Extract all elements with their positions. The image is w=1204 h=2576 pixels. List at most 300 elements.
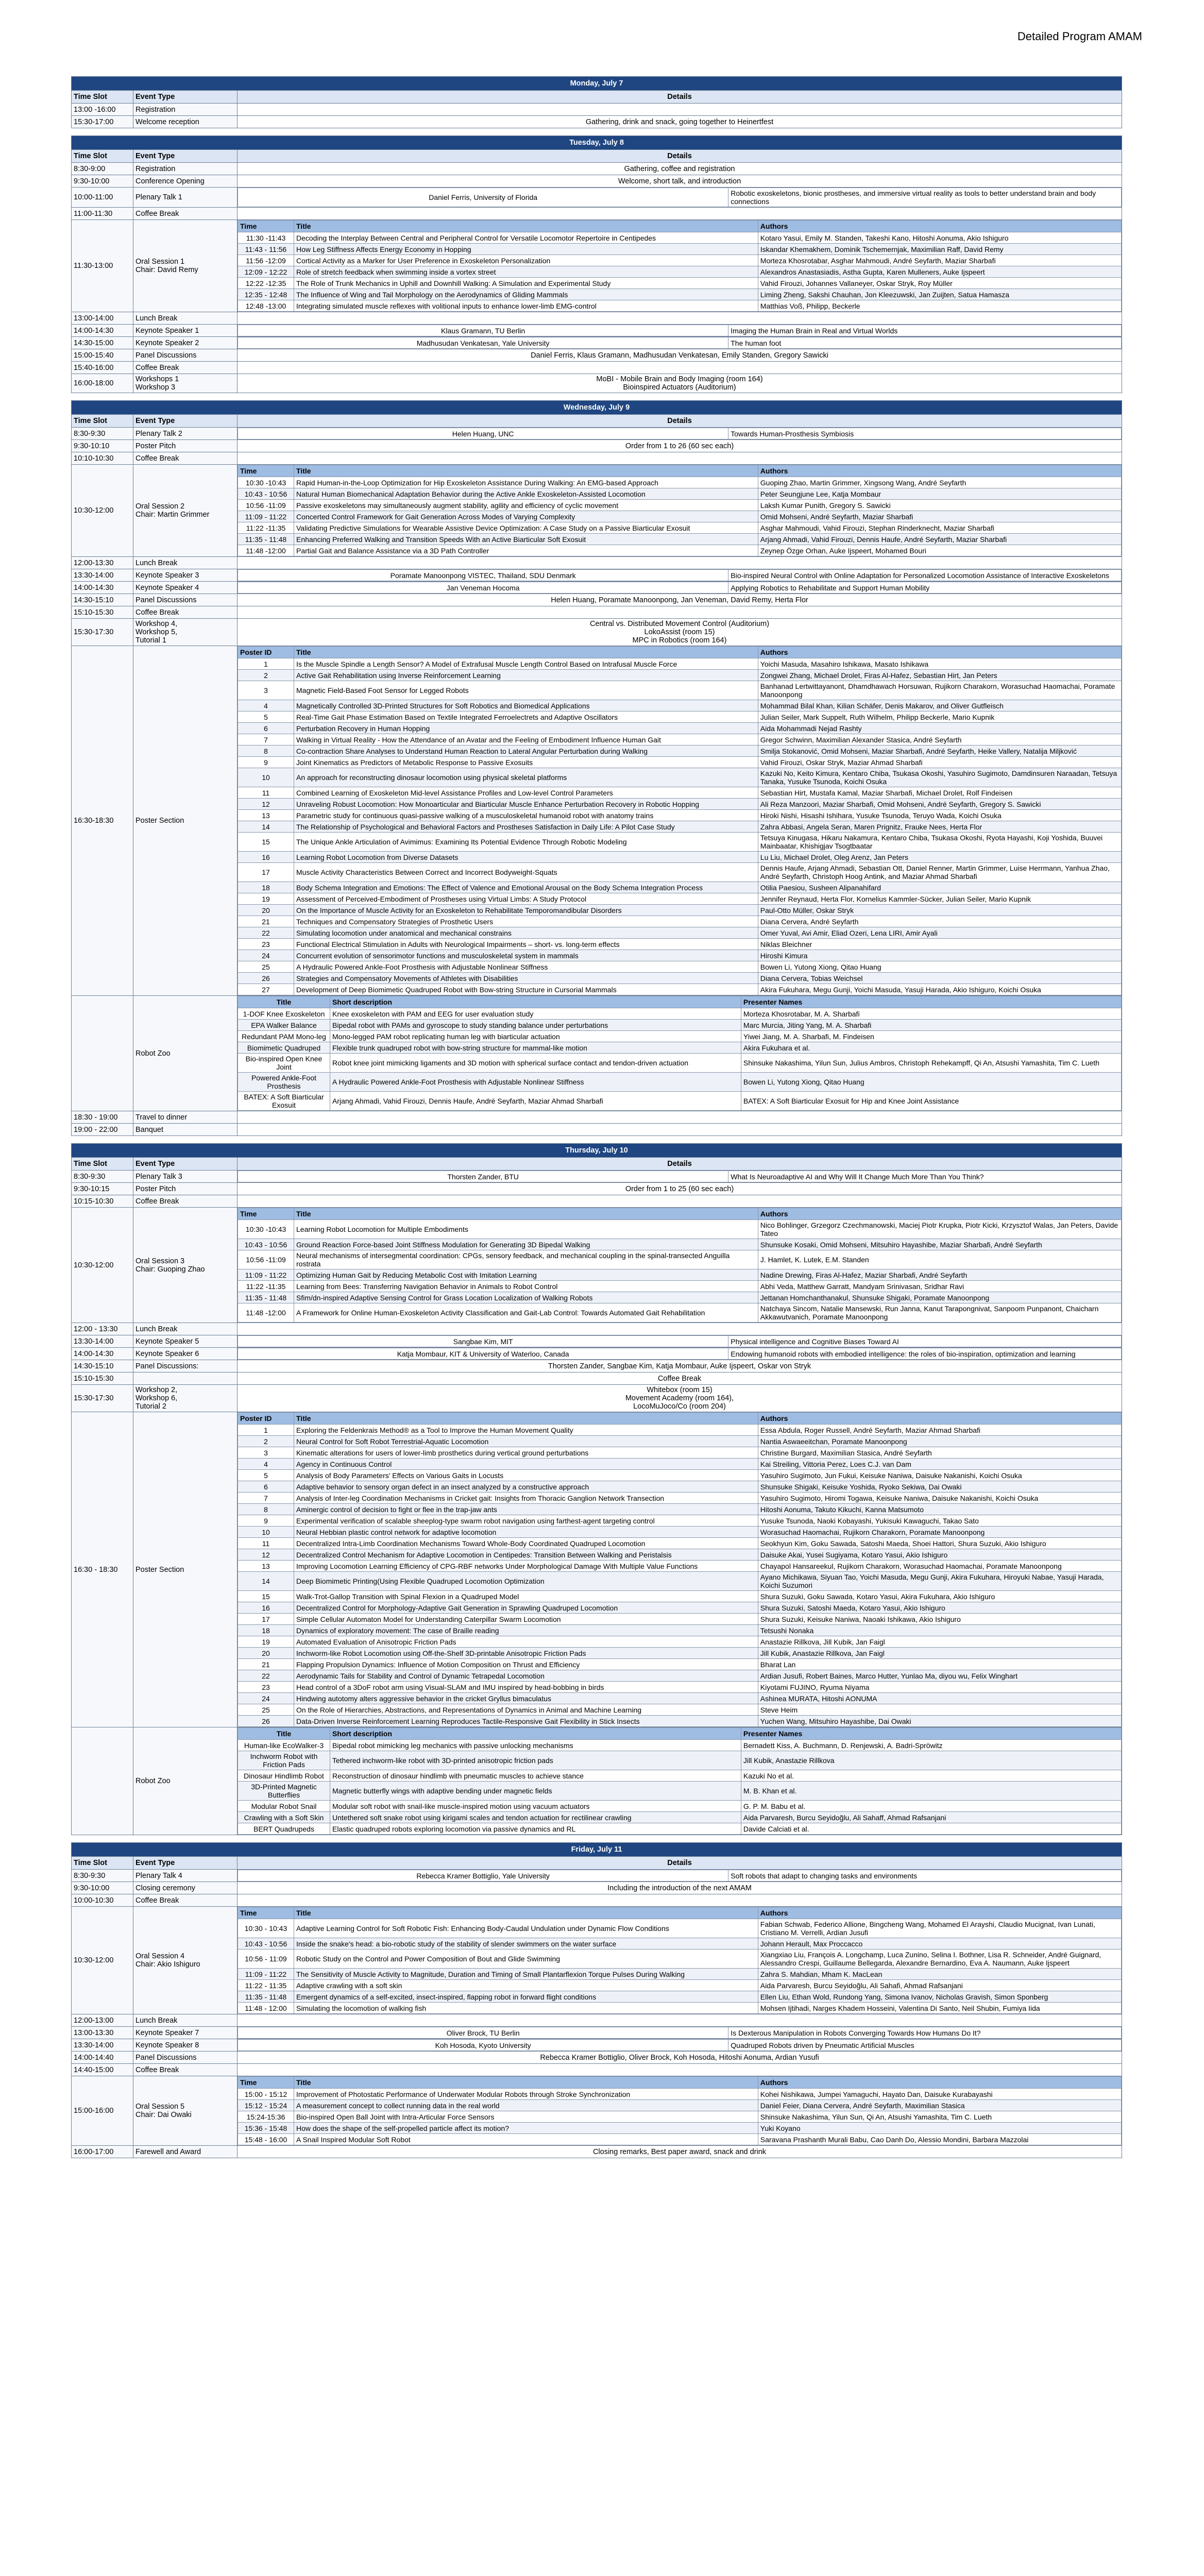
poster-title: Is the Muscle Spindle a Length Sensor? A Model of Extrafusal Muscle Length Control Based on Intrafusal Muscle Force bbox=[294, 658, 758, 670]
event-row bbox=[72, 1323, 1122, 1335]
event-detail-line: LocoMuJoco/Co (room 204) bbox=[633, 1402, 726, 1411]
event-details: Including the introduction of the next AMAM bbox=[238, 1882, 1122, 1894]
poster-id: 6 bbox=[238, 1481, 294, 1493]
event-type-line: Workshop 4, bbox=[135, 620, 178, 628]
talk-authors: Omid Mohseni, André Seyfarth, Maziar Sharbafi bbox=[758, 511, 1121, 522]
poster-authors: Hitoshi Aonuma, Takuto Kikuchi, Kanna Matsumoto bbox=[758, 1504, 1121, 1515]
event-details: Closing remarks, Best paper award, snack and drink bbox=[238, 2146, 1122, 2158]
event-type: Panel Discussions bbox=[133, 594, 238, 606]
event-details: Thorsten Zander, Sangbae Kim, Katja Mombaur, Auke Ijspeert, Oskar von Stryk bbox=[238, 1360, 1122, 1372]
day-title: Friday, July 11 bbox=[72, 1843, 1122, 1857]
friday-table bbox=[71, 1842, 1122, 2158]
poster-row bbox=[238, 658, 1122, 670]
poster-header bbox=[238, 647, 1122, 658]
event-details bbox=[238, 1894, 1122, 1907]
robot-presenter: Morteza Khosrotabar, M. A. Sharbafi bbox=[741, 1008, 1121, 1020]
poster-title: Co-contraction Share Analyses to Understand Human Reaction to Lateral Angular Perturbation during Walking bbox=[294, 745, 758, 757]
talk-time: 11:09 - 11:22 bbox=[238, 1269, 294, 1281]
col-type: Event Type bbox=[133, 1158, 238, 1171]
poster-authors: Tetsuya Kinugasa, Hikaru Nakamura, Kentaro Chiba, Tsukasa Okoshi, Ryota Hayashi, Koji Yoshida, Buuvei Mainbaatar, Khishigjav Tsogtbaatar bbox=[758, 833, 1121, 852]
event-details bbox=[238, 1124, 1122, 1136]
time-slot: 14:30-15:10 bbox=[72, 1360, 133, 1372]
time-slot: 13:30-14:00 bbox=[72, 569, 133, 582]
robot-title: Dinosaur Hindlimb Robot bbox=[238, 1770, 330, 1782]
robot-presenter: M. B. Khan et al. bbox=[741, 1782, 1121, 1801]
robot-title: Human-like EcoWalker-3 bbox=[238, 1740, 330, 1751]
speaker: Madhusudan Venkatesan, Yale University bbox=[238, 337, 728, 349]
talk-authors: Liming Zheng, Sakshi Chauhan, Jon Kleezuwski, Jan Zuijten, Satua Hamasza bbox=[758, 289, 1121, 300]
poster-authors: Vahid Firouzi, Oskar Stryk, Maziar Ahmad Sharbafi bbox=[758, 757, 1121, 768]
time-slot: 13:00-13:30 bbox=[72, 2027, 133, 2039]
poster-title: Simple Cellular Automaton Model for Understanding Caterpillar Swarm Locomotion bbox=[294, 1614, 758, 1625]
talk-authors: Matthias Voß, Philipp, Beckerle bbox=[758, 300, 1121, 312]
poster-title: Decentralized Control Mechanism for Adaptive Locomotion in Centipedes: Transition Between Walking and Peristalsis bbox=[294, 1549, 758, 1561]
time-slot: 14:00-14:30 bbox=[72, 582, 133, 594]
poster-authors: Yasuhiro Sugimoto, Hiromi Togawa, Keisuke Naniwa, Daisuke Nakanishi, Koichi Osuka bbox=[758, 1493, 1121, 1504]
event-row bbox=[72, 2039, 1122, 2052]
poster-id: 19 bbox=[238, 893, 294, 905]
talk-title: Learning from Bees: Transferring Navigation Behavior in Animals to Robot Control bbox=[294, 1281, 758, 1292]
poster-title: Real-Time Gait Phase Estimation Based on Textile Integrated Ferroelectrets and Adaptive Oscillators bbox=[294, 711, 758, 723]
event-details bbox=[238, 569, 1122, 582]
details-split bbox=[238, 1335, 1122, 1347]
poster-title: Walking in Virtual Reality - How the Attendance of an Avatar and the Feeling of Embodiment Influence Human Gait bbox=[294, 734, 758, 745]
event-row bbox=[72, 1335, 1122, 1348]
poster-row bbox=[238, 1538, 1122, 1549]
talk-time: 11:22 -11:35 bbox=[238, 1281, 294, 1292]
talk-authors: Vahid Firouzi, Johannes Vallaneyer, Oskar Stryk, Roy Müller bbox=[758, 278, 1121, 289]
talk-title: Decoding the Interplay Between Central and Peripheral Control for Versatile Locomotor Repertoire in Centipedes bbox=[294, 232, 758, 244]
session-chair: Chair: Martin Grimmer bbox=[135, 511, 210, 519]
talk-row bbox=[238, 1220, 1122, 1239]
robot-description: Robot knee joint mimicking ligaments and 3D motion with spherical surface contact and tendon-driven actuation bbox=[330, 1054, 741, 1073]
poster-title: On the Role of Hierarchies, Abstractions, and Representations of Dynamics in Animal and Machine Learning bbox=[294, 1704, 758, 1716]
poster-title: Development of Deep Biomimetic Quadruped Robot with Bow-string Structure in Cursorial Mammals bbox=[294, 984, 758, 995]
talk-topic: What Is Neuroadaptive AI and Why Will It Change Much More Than You Think? bbox=[728, 1171, 1122, 1182]
event-type: Coffee Break bbox=[133, 606, 238, 619]
talk-topic: Quadruped Robots driven by Pneumatic Artificial Muscles bbox=[728, 2040, 1122, 2051]
event-type: Panel Discussions bbox=[133, 2052, 238, 2064]
poster-row bbox=[238, 1572, 1122, 1591]
poster-authors: Steve Heim bbox=[758, 1704, 1121, 1716]
robot-row bbox=[238, 1031, 1122, 1042]
talk-time: 12:09 - 12:22 bbox=[238, 266, 294, 278]
col-type: Event Type bbox=[133, 150, 238, 163]
event-details: Order from 1 to 26 (60 sec each) bbox=[238, 440, 1122, 452]
poster-row bbox=[238, 984, 1122, 995]
time-slot: 8:30-9:30 bbox=[72, 1870, 133, 1882]
poster-id: 15 bbox=[238, 1591, 294, 1602]
talk-row bbox=[238, 232, 1122, 244]
event-details bbox=[238, 582, 1122, 594]
poster-title: Hindwing autotomy alters aggressive behavior in the cricket Gryllus bimaculatus bbox=[294, 1693, 758, 1704]
robot-zoo-header bbox=[238, 996, 1122, 1008]
event-details bbox=[238, 104, 1122, 116]
talk-time: 10:30 -10:43 bbox=[238, 477, 294, 488]
column-header bbox=[72, 91, 1122, 104]
col-time: Time Slot bbox=[72, 1857, 133, 1870]
event-row bbox=[72, 325, 1122, 337]
talk-authors: Laksh Kumar Punith, Gregory S. Sawicki bbox=[758, 500, 1121, 511]
poster-id: 8 bbox=[238, 1504, 294, 1515]
robot-row bbox=[238, 1092, 1122, 1111]
talk-authors: Shinsuke Nakashima, Yilun Sun, Qi An, Atsushi Yamashita, Tim C. Lueth bbox=[758, 2111, 1121, 2123]
poster-row bbox=[238, 1527, 1122, 1538]
robot-presenter: Davide Calciati et al. bbox=[741, 1823, 1121, 1835]
event-row bbox=[72, 582, 1122, 594]
talk-authors: Ellen Liu, Ethan Wold, Rundong Yang, Simona Ivanov, Nicholas Gravish, Simon Sponberg bbox=[758, 1991, 1121, 2003]
event-type: Plenary Talk 2 bbox=[133, 428, 238, 440]
event-row bbox=[72, 594, 1122, 606]
talk-time: 12:48 -13:00 bbox=[238, 300, 294, 312]
poster-authors: Julian Seiler, Mark Suppelt, Ruth Wilhelm, Philipp Beckerle, Mario Kupnik bbox=[758, 711, 1121, 723]
talk-row bbox=[238, 522, 1122, 534]
event-detail-line: Bioinspired Actuators (Auditorium) bbox=[623, 383, 736, 392]
talks-header bbox=[238, 465, 1122, 477]
talks-header bbox=[238, 1208, 1122, 1220]
poster-authors: Niklas Bleichner bbox=[758, 939, 1121, 950]
event-type: Registration bbox=[133, 163, 238, 175]
robot-row bbox=[238, 1782, 1122, 1801]
robot-zoo-table bbox=[238, 1727, 1122, 1835]
session-talks bbox=[238, 2076, 1122, 2146]
event-details bbox=[238, 208, 1122, 220]
event-type: Keynote Speaker 3 bbox=[133, 569, 238, 582]
time-slot: 12:00 - 13:30 bbox=[72, 1323, 133, 1335]
poster-id: 7 bbox=[238, 734, 294, 745]
poster-authors: Shura Suzuki, Goku Sawada, Kotaro Yasui, Akira Fukuhara, Akio Ishiguro bbox=[758, 1591, 1121, 1602]
talk-row bbox=[238, 511, 1122, 522]
talks-table bbox=[238, 1208, 1122, 1323]
poster-id: 7 bbox=[238, 1493, 294, 1504]
event-details bbox=[238, 362, 1122, 374]
robot-row bbox=[238, 1812, 1122, 1823]
speaker: Poramate Manoonpong VISTEC, Thailand, SDU Denmark bbox=[238, 570, 728, 581]
col-title: Title bbox=[294, 1907, 758, 1919]
oral-session-row bbox=[72, 220, 1122, 312]
poster-section-row bbox=[72, 1412, 1122, 1727]
talk-time: 15:00 - 15:12 bbox=[238, 2089, 294, 2100]
time-slot: 9:30-10:10 bbox=[72, 440, 133, 452]
poster-authors: Aida Mohammadi Nejad Rashty bbox=[758, 723, 1121, 734]
event-row bbox=[72, 1372, 1122, 1385]
event-type: Lunch Break bbox=[133, 2014, 238, 2027]
talk-time: 15:12 - 15:24 bbox=[238, 2100, 294, 2111]
talk-authors: Xiangxiao Liu, François A. Longchamp, Luca Zunino, Selina I. Bothner, Lisa R. Schneider, André Guignard, Alessandro Crespi, Guillaume Bellegarda, Alexandre Bernardino, Eva A. Naumann, Auke Ijspeert bbox=[758, 1950, 1121, 1969]
poster-id: 12 bbox=[238, 1549, 294, 1561]
col-short-description: Short description bbox=[330, 996, 741, 1008]
poster-title: Aminergic control of decision to fight or flee in the trap-jaw ants bbox=[294, 1504, 758, 1515]
poster-authors: Gregor Schwinn, Maximilian Alexander Stasica, André Seyfarth bbox=[758, 734, 1121, 745]
poster-row bbox=[238, 1515, 1122, 1527]
speaker: Jan Veneman Hocoma bbox=[238, 582, 728, 594]
poster-row bbox=[238, 1716, 1122, 1727]
poster-row bbox=[238, 893, 1122, 905]
event-row bbox=[72, 1870, 1122, 1882]
event-type: Closing ceremony bbox=[133, 1882, 238, 1894]
talk-title: Inside the snake's head: a bio-robotic study of the stability of slender swimmers on the water surface bbox=[294, 1938, 758, 1950]
event-type: Plenary Talk 4 bbox=[133, 1870, 238, 1882]
poster-row bbox=[238, 882, 1122, 893]
col-presenter: Presenter Names bbox=[741, 1728, 1121, 1740]
talk-row bbox=[238, 488, 1122, 500]
event-row bbox=[72, 619, 1122, 646]
poster-row bbox=[238, 1693, 1122, 1704]
talk-title: Natural Human Biomechanical Adaptation Behavior during the Active Ankle Exoskeleton-Assisted Locomotion bbox=[294, 488, 758, 500]
event-details bbox=[238, 557, 1122, 569]
event-row bbox=[72, 2052, 1122, 2064]
event-row bbox=[72, 1111, 1122, 1124]
robot-row bbox=[238, 1054, 1122, 1073]
col-title: Title bbox=[294, 647, 758, 658]
talk-title: Ground Reaction Force-based Joint Stiffness Modulation for Generating 3D Bipedal Walking bbox=[294, 1239, 758, 1250]
event-row bbox=[72, 2146, 1122, 2158]
poster-row bbox=[238, 905, 1122, 916]
poster-id: 16 bbox=[238, 852, 294, 863]
poster-authors: Seokhyun Kim, Goku Sawada, Satoshi Maeda, Shoei Hattori, Shura Suzuki, Akio Ishiguro bbox=[758, 1538, 1121, 1549]
poster-title: Active Gait Rehabilitation using Inverse Reinforcement Learning bbox=[294, 670, 758, 681]
event-type: Plenary Talk 1 bbox=[133, 188, 238, 208]
robot-title: 1-DOF Knee Exoskeleton bbox=[238, 1008, 330, 1020]
poster-authors: Dennis Haufe, Arjang Ahmadi, Sebastian Ott, Daniel Renner, Martin Grimmer, Luise Herrmann, Yanhua Zhao, André Seyfarth, Christoph Hoog Antink, and Maziar Ahmad Sharbafi bbox=[758, 863, 1121, 882]
event-row bbox=[72, 1360, 1122, 1372]
talk-time: 11:09 - 11:22 bbox=[238, 511, 294, 522]
robot-presenter: Jill Kubik, Anastazie Rillkova bbox=[741, 1751, 1121, 1770]
talk-row bbox=[238, 545, 1122, 556]
event-type-line: Workshop 6, bbox=[135, 1394, 178, 1402]
robot-row bbox=[238, 1751, 1122, 1770]
event-row bbox=[72, 312, 1122, 325]
event-details: Gathering, coffee and registration bbox=[238, 163, 1122, 175]
session-talks bbox=[238, 1907, 1122, 2014]
day-title: Thursday, July 10 bbox=[72, 1144, 1122, 1158]
poster-id: 9 bbox=[238, 1515, 294, 1527]
poster-id: 14 bbox=[238, 1572, 294, 1591]
poster-row bbox=[238, 1591, 1122, 1602]
robot-title: Modular Robot Snail bbox=[238, 1801, 330, 1812]
event-type: Travel to dinner bbox=[133, 1111, 238, 1124]
details-split bbox=[238, 1171, 1122, 1182]
poster-authors: Paul-Otto Müller, Oskar Stryk bbox=[758, 905, 1121, 916]
talk-row bbox=[238, 1292, 1122, 1303]
talk-title: Cortical Activity as a Marker for User Preference in Exoskeleton Personalization bbox=[294, 255, 758, 266]
poster-list bbox=[238, 646, 1122, 996]
robot-presenter: Kazuki No et al. bbox=[741, 1770, 1121, 1782]
talk-topic: Bio-inspired Neural Control with Online Adaptation for Personalized Locomotion Assistance of Interactive Exoskeletons bbox=[728, 570, 1122, 581]
poster-title: Analysis of Inter-leg Coordination Mechanisms in Cricket gait: Insights from Thoracic Ganglion Network Transection bbox=[294, 1493, 758, 1504]
details-split bbox=[238, 337, 1122, 349]
time-slot: 16:30 - 18:30 bbox=[72, 1412, 133, 1727]
col-title: Title bbox=[294, 1208, 758, 1220]
poster-title: Neural Hebbian plastic control network for adaptive locomotion bbox=[294, 1527, 758, 1538]
talk-title: Emergent dynamics of a self-excited, insect-inspired, flapping robot in forward flight conditions bbox=[294, 1991, 758, 2003]
poster-row bbox=[238, 927, 1122, 939]
event-details bbox=[238, 188, 1122, 208]
talk-topic: Soft robots that adapt to changing tasks and environments bbox=[728, 1870, 1122, 1882]
event-type: Coffee Break bbox=[133, 362, 238, 374]
event-type: Lunch Break bbox=[133, 1323, 238, 1335]
poster-authors: Shunsuke Shigaki, Keisuke Yoshida, Ryoko Sekiwa, Dai Owaki bbox=[758, 1481, 1121, 1493]
talk-title: How Leg Stiffness Affects Energy Economy in Hopping bbox=[294, 244, 758, 255]
talk-authors: Nadine Drewing, Firas Al-Hafez, Maziar Sharbafi, André Seyfarth bbox=[758, 1269, 1121, 1281]
robot-presenter: BATEX: A Soft Biarticular Exosuit for Hip and Knee Joint Assistance bbox=[741, 1092, 1121, 1111]
robot-presenter: Bowen Li, Yutong Xiong, Qitao Huang bbox=[741, 1073, 1121, 1092]
talk-title: Learning Robot Locomotion for Multiple Embodiments bbox=[294, 1220, 758, 1239]
time-slot: 10:00-11:00 bbox=[72, 188, 133, 208]
poster-id: 20 bbox=[238, 1648, 294, 1659]
poster-title: Aerodynamic Tails for Stability and Control of Dynamic Tetrapedal Locomotion bbox=[294, 1670, 758, 1682]
talk-title: Sfim/dn-inspired Adaptive Sensing Control for Grass Location Localization of Walking Robots bbox=[294, 1292, 758, 1303]
poster-id: 26 bbox=[238, 1716, 294, 1727]
poster-authors: Tetsushi Nonaka bbox=[758, 1625, 1121, 1636]
talks-table bbox=[238, 220, 1122, 312]
details-split bbox=[238, 569, 1122, 581]
col-authors: Authors bbox=[758, 1907, 1121, 1919]
poster-authors: Yusuke Tsunoda, Naoki Kobayashi, Yukisuki Kawaguchi, Takao Sato bbox=[758, 1515, 1121, 1527]
event-row bbox=[72, 208, 1122, 220]
event-type: Keynote Speaker 6 bbox=[133, 1348, 238, 1360]
talks-table bbox=[238, 2076, 1122, 2145]
wednesday-table bbox=[71, 400, 1122, 1136]
poster-title: Simulating locomotion under anatomical and mechanical constrains bbox=[294, 927, 758, 939]
talk-time: 11:22 - 11:35 bbox=[238, 1980, 294, 1991]
robot-title: Powered Ankle-Foot Prosthesis bbox=[238, 1073, 330, 1092]
details-split bbox=[238, 2027, 1122, 2039]
talk-time: 10:43 - 10:56 bbox=[238, 1938, 294, 1950]
event-detail-line: LokoAssist (room 15) bbox=[644, 628, 715, 636]
talk-authors: Kotaro Yasui, Emily M. Standen, Takeshi Kano, Hitoshi Aonuma, Akio Ishiguro bbox=[758, 232, 1121, 244]
poster-authors: Ashinea MURATA, Hitoshi AONUMA bbox=[758, 1693, 1121, 1704]
poster-row bbox=[238, 670, 1122, 681]
poster-row bbox=[238, 852, 1122, 863]
event-detail-line: MPC in Robotics (room 164) bbox=[632, 636, 727, 645]
poster-title: Dynamics of exploratory movement: The case of Braille reading bbox=[294, 1625, 758, 1636]
poster-id: 13 bbox=[238, 810, 294, 821]
event-row bbox=[72, 452, 1122, 465]
robot-presenter: Akira Fukuhara et al. bbox=[741, 1042, 1121, 1054]
robot-row bbox=[238, 1020, 1122, 1031]
day-title: Monday, July 7 bbox=[72, 77, 1122, 91]
col-time: Time Slot bbox=[72, 1158, 133, 1171]
poster-id: 1 bbox=[238, 658, 294, 670]
robot-description: Reconstruction of dinosaur hindlimb with pneumatic muscles to achieve stance bbox=[330, 1770, 741, 1782]
day-header bbox=[72, 1843, 1122, 1857]
event-row bbox=[72, 2064, 1122, 2076]
talk-title: Optimizing Human Gait by Reducing Metabolic Cost with Imitation Learning bbox=[294, 1269, 758, 1281]
poster-title: Combined Learning of Exoskeleton Mid-level Assistance Profiles and Low-level Control Parameters bbox=[294, 787, 758, 799]
time-slot: 10:10-10:30 bbox=[72, 452, 133, 465]
talk-title: The Role of Trunk Mechanics in Uphill and Downhill Walking: A Simulation and Experimental Study bbox=[294, 278, 758, 289]
talk-title: Role of stretch feedback when swimming inside a vortex street bbox=[294, 266, 758, 278]
poster-authors: Smilja Stokanović, Omid Mohseni, Maziar Sharbafi, André Seyfarth, Heike Vallery, Natalija Miljković bbox=[758, 745, 1121, 757]
poster-authors: Banhanad Lertwittayanont, Dhamdhawach Horsuwan, Rujikorn Charakorn, Worasuchad Haomachai, Poramate Manoonpong bbox=[758, 681, 1121, 700]
col-time: Time bbox=[238, 221, 294, 232]
poster-id: 23 bbox=[238, 1682, 294, 1693]
talk-time: 11:56 -12:09 bbox=[238, 255, 294, 266]
session-name: Oral Session 2 bbox=[135, 502, 185, 511]
robot-title: Bio-inspired Open Knee Joint bbox=[238, 1054, 330, 1073]
poster-title: The Relationship of Psychological and Behavioral Factors and Prostheses Satisfaction in Daily Life: A Pilot Case Study bbox=[294, 821, 758, 833]
talk-time: 12:35 - 12:48 bbox=[238, 289, 294, 300]
speaker: Koh Hosoda, Kyoto University bbox=[238, 2040, 728, 2051]
robot-presenter: Bernadett Kiss, A. Buchmann, D. Renjewski, A. Badri-Spröwitz bbox=[741, 1740, 1121, 1751]
col-details: Details bbox=[238, 1857, 1122, 1870]
poster-id: 22 bbox=[238, 927, 294, 939]
poster-id: 17 bbox=[238, 1614, 294, 1625]
poster-id: 11 bbox=[238, 1538, 294, 1549]
event-row bbox=[72, 1882, 1122, 1894]
poster-id: 16 bbox=[238, 1602, 294, 1614]
event-row bbox=[72, 1171, 1122, 1183]
poster-authors: Jill Kubik, Anastazie Rillkova, Jan Faigl bbox=[758, 1648, 1121, 1659]
poster-id: 18 bbox=[238, 882, 294, 893]
event-row bbox=[72, 362, 1122, 374]
col-details: Details bbox=[238, 150, 1122, 163]
col-authors: Authors bbox=[758, 221, 1121, 232]
poster-authors: Ali Reza Manzoori, Maziar Sharbafi, Omid Mohseni, André Seyfarth, Gregory S. Sawicki bbox=[758, 799, 1121, 810]
col-poster-id: Poster ID bbox=[238, 647, 294, 658]
event-row bbox=[72, 1385, 1122, 1412]
poster-title: Exploring the Feldenkrais Method® as a Tool to Improve the Human Movement Quality bbox=[294, 1425, 758, 1436]
robot-presenter: Marc Murcia, Jiting Yang, M. A. Sharbafi bbox=[741, 1020, 1121, 1031]
col-title: Title bbox=[294, 465, 758, 477]
time-slot: 15:30-17:30 bbox=[72, 1385, 133, 1412]
poster-id: 5 bbox=[238, 711, 294, 723]
event-type: Poster Section bbox=[133, 1412, 238, 1727]
talk-time: 11:43 - 11:56 bbox=[238, 244, 294, 255]
time-slot: 15:40-16:00 bbox=[72, 362, 133, 374]
time-slot: 14:00-14:30 bbox=[72, 1348, 133, 1360]
document-title: Detailed Program AMAM bbox=[1017, 30, 1142, 43]
talk-title: A Snail Inspired Modular Soft Robot bbox=[294, 2134, 758, 2145]
event-row bbox=[72, 2014, 1122, 2027]
poster-id: 11 bbox=[238, 787, 294, 799]
talk-time: 11:35 - 11:48 bbox=[238, 534, 294, 545]
poster-id: 27 bbox=[238, 984, 294, 995]
event-type bbox=[133, 1372, 238, 1385]
poster-id: 25 bbox=[238, 1704, 294, 1716]
talk-topic: Endowing humanoid robots with embodied intelligence: the roles of bio-inspiration, optimization and learning bbox=[728, 1348, 1122, 1360]
event-type: Coffee Break bbox=[133, 2064, 238, 2076]
poster-id: 23 bbox=[238, 939, 294, 950]
speaker: Rebecca Kramer Bottiglio, Yale University bbox=[238, 1870, 728, 1882]
poster-authors: Nantia Aswaeeitchan, Poramate Manoonpong bbox=[758, 1436, 1121, 1447]
poster-id: 19 bbox=[238, 1636, 294, 1648]
event-details bbox=[238, 337, 1122, 349]
poster-authors: Daisuke Akai, Yusei Sugiyama, Kotaro Yasui, Akio Ishiguro bbox=[758, 1549, 1121, 1561]
poster-row bbox=[238, 1425, 1122, 1436]
column-header bbox=[72, 1158, 1122, 1171]
time-slot: 9:30-10:15 bbox=[72, 1183, 133, 1195]
talk-title: Simulating the locomotion of walking fish bbox=[294, 2003, 758, 2014]
poster-row bbox=[238, 681, 1122, 700]
event-row bbox=[72, 104, 1122, 116]
poster-authors: Mohammad Bilal Khan, Kilian Schäfer, Denis Makarov, and Oliver Gutfleisch bbox=[758, 700, 1121, 711]
poster-authors: Ayano Michikawa, Siyuan Tao, Yoichi Masuda, Megu Gunji, Akira Fukuhara, Hiroyuki Nabae, Yasuji Harada, Koichi Suzumori bbox=[758, 1572, 1121, 1591]
event-row bbox=[72, 163, 1122, 175]
talk-topic: Physical intelligence and Cognitive Biases Toward AI bbox=[728, 1336, 1122, 1347]
poster-title: An approach for reconstructing dinosaur locomotion using physical skeletal platforms bbox=[294, 768, 758, 787]
talk-title: Concerted Control Framework for Gait Generation Across Modes of Varying Complexity bbox=[294, 511, 758, 522]
robot-row bbox=[238, 1740, 1122, 1751]
talk-topic: Is Dexterous Manipulation in Robots Converging Towards How Humans Do It? bbox=[728, 2027, 1122, 2039]
poster-title: The Unique Ankle Articulation of Avimimus: Examining Its Potential Evidence Through Robotic Modeling bbox=[294, 833, 758, 852]
time-slot: 16:30-18:30 bbox=[72, 646, 133, 996]
robot-presenter: G. P. M. Babu et al. bbox=[741, 1801, 1121, 1812]
col-details: Details bbox=[238, 415, 1122, 428]
poster-row bbox=[238, 1504, 1122, 1515]
event-row bbox=[72, 337, 1122, 349]
